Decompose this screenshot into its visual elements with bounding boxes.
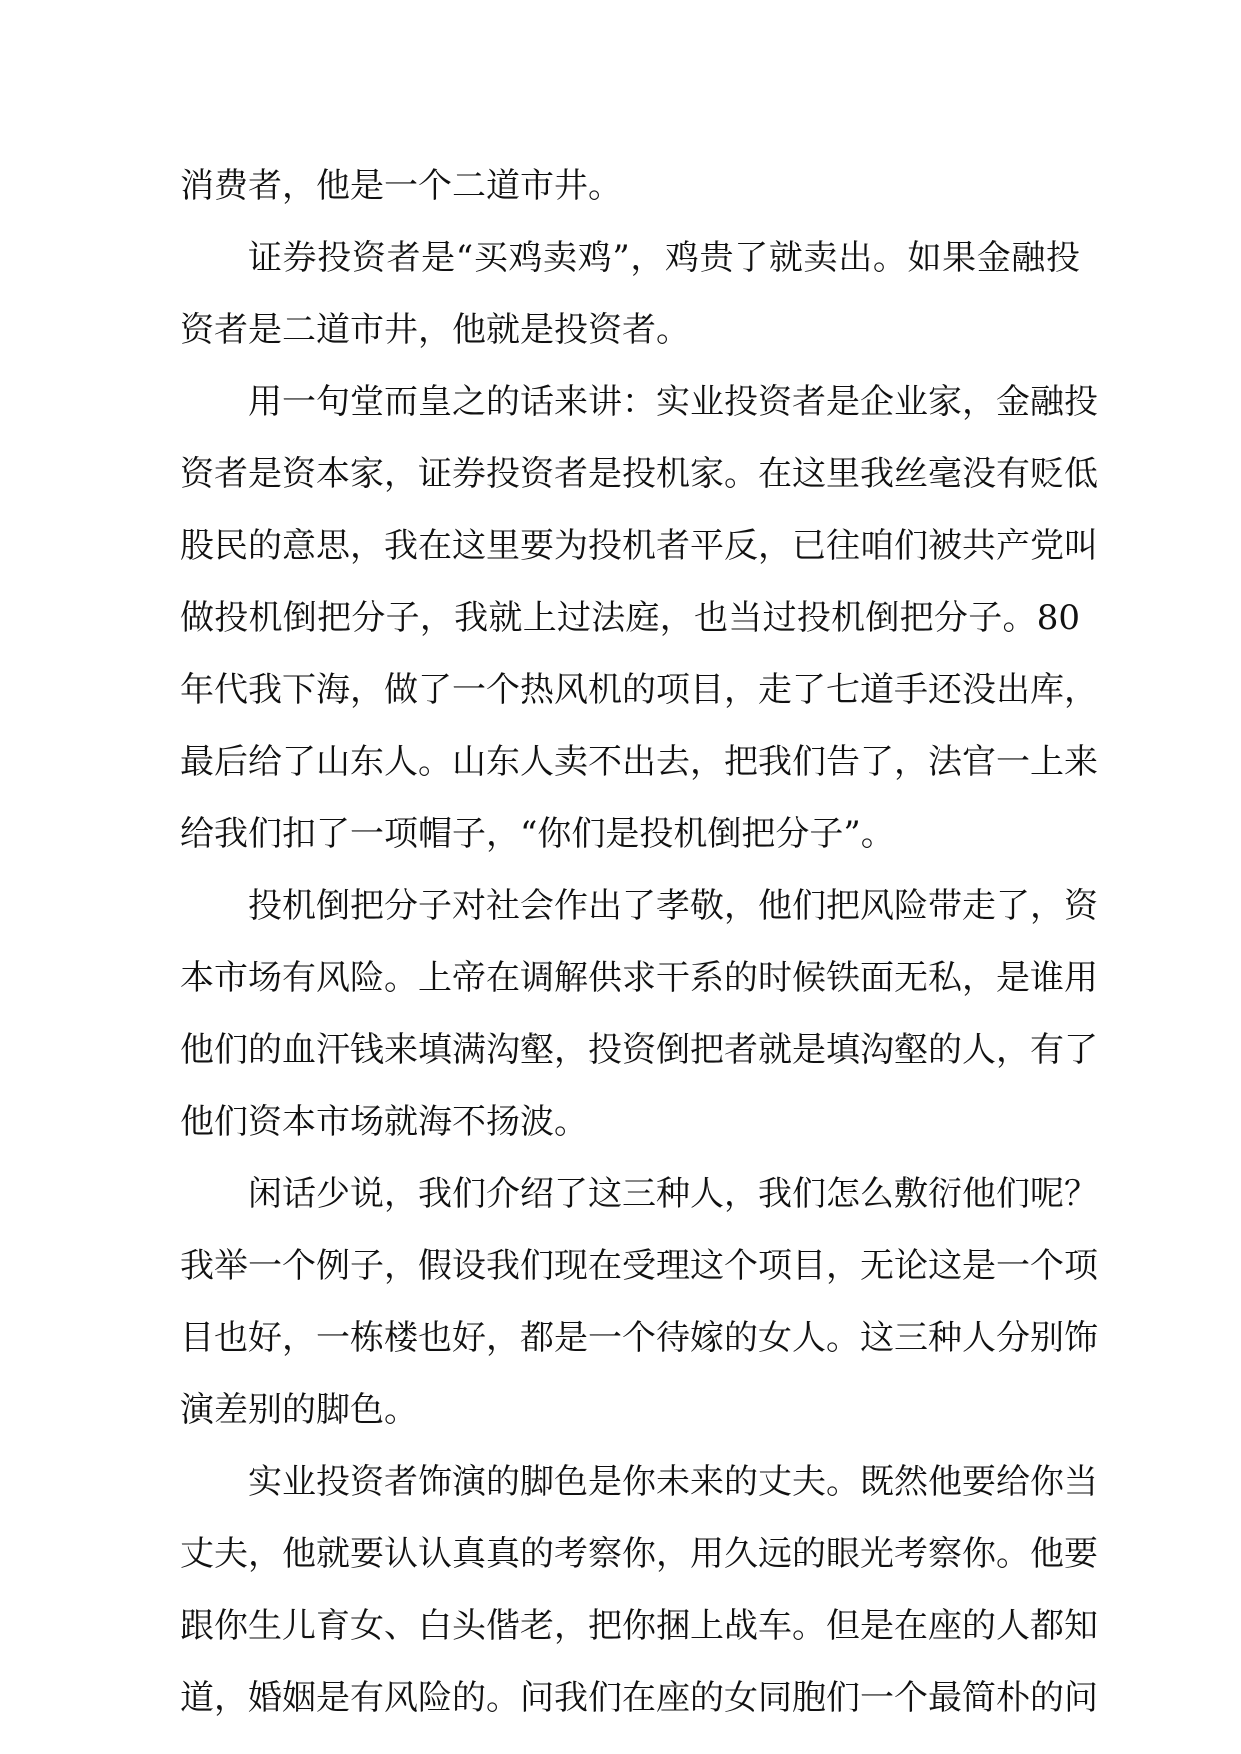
text-line: 丈夫，他就要认认真真的考察你，用久远的眼光考察你。他要 [180, 1534, 1098, 1574]
paragraph-first-line: 证券投资者是“买鸡卖鸡”，鸡贵了就卖出。如果金融投 [248, 238, 1080, 278]
text-line: 演差别的脚色。 [180, 1390, 418, 1430]
text-line: 给我们扣了一项帽子，“你们是投机倒把分子”。 [180, 814, 895, 854]
text-line: 资者是二道市井，他就是投资者。 [180, 310, 690, 350]
paragraph-first-line: 用一句堂而皇之的话来讲：实业投资者是企业家，金融投 [248, 382, 1098, 422]
text-line: 做投机倒把分子，我就上过法庭，也当过投机倒把分子。80 [180, 598, 1080, 638]
text-line: 目也好，一栋楼也好，都是一个待嫁的女人。这三种人分别饰 [180, 1318, 1098, 1358]
text-line: 股民的意思，我在这里要为投机者平反，已往咱们被共产党叫 [180, 526, 1098, 566]
paragraph-first-line: 闲话少说，我们介绍了这三种人，我们怎么敷衍他们呢？ [248, 1174, 1098, 1214]
text-line: 最后给了山东人。山东人卖不出去，把我们告了，法官一上来 [180, 742, 1098, 782]
text-line: 年代我下海，做了一个热风机的项目，走了七道手还没出库， [180, 670, 1098, 710]
text-line: 跟你生儿育女、白头偕老，把你捆上战车。但是在座的人都知 [180, 1606, 1098, 1646]
text-line: 消费者，他是一个二道市井。 [180, 166, 622, 206]
text-line: 他们的血汗钱来填满沟壑，投资倒把者就是填沟壑的人，有了 [180, 1030, 1098, 1070]
text-line: 道，婚姻是有风险的。问我们在座的女同胞们一个最简朴的问 [180, 1678, 1098, 1718]
paragraph-first-line: 实业投资者饰演的脚色是你未来的丈夫。既然他要给你当 [248, 1462, 1098, 1502]
text-line: 资者是资本家，证券投资者是投机家。在这里我丝毫没有贬低 [180, 454, 1098, 494]
text-line: 本市场有风险。上帝在调解供求干系的时候铁面无私，是谁用 [180, 958, 1098, 998]
text-line: 他们资本市场就海不扬波。 [180, 1102, 588, 1142]
text-line: 我举一个例子，假设我们现在受理这个项目，无论这是一个项 [180, 1246, 1098, 1286]
body-text [180, 150, 1098, 1734]
paragraph-first-line: 投机倒把分子对社会作出了孝敬，他们把风险带走了，资 [248, 886, 1098, 926]
